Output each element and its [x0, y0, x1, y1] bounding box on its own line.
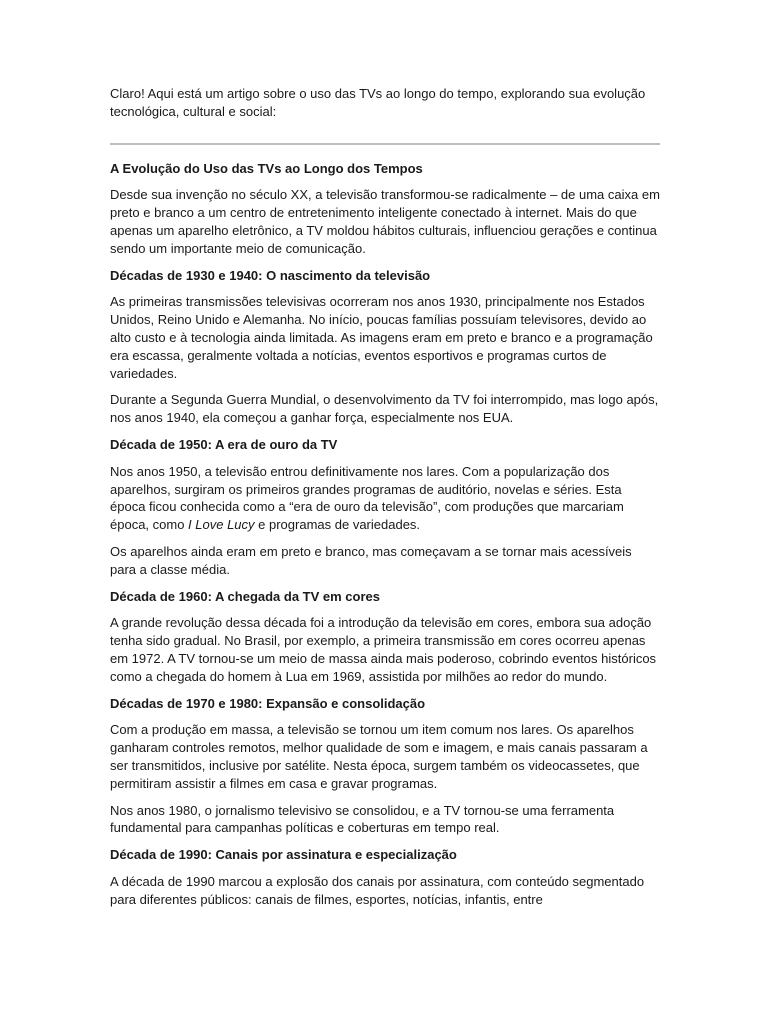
- paragraph-1990s-1: A década de 1990 marcou a explosão dos canais por assinatura, com conteúdo segmentado para diferentes públicos: canais de filmes, esportes, notícias, infantis, entre: [110, 873, 645, 907]
- paragraph-1950s-text-b: e programas de variedades.: [254, 517, 421, 533]
- document-content: [110, 85, 660, 917]
- section-heading-1930s: Décadas de 1930 e 1940: O nascimento da televisão: [110, 267, 431, 283]
- section-heading-1960s: Década de 1960: A chegada da TV em cores: [110, 588, 380, 604]
- paragraph-1930s-2: Durante a Segunda Guerra Mundial, o desenvolvimento da TV foi interrompido, mas logo após, nos anos 1940, ela começou a ganhar força, especialmente nos EUA.: [110, 392, 659, 426]
- paragraph-1970s-1: Com a produção em massa, a televisão se tornou um item comum nos lares. Os aparelhos ganharam controles remotos, melhor qualidade de som e imagem, e mais canais passaram a ser transmitidos, inclusive por satélite. Nesta época, surgem também os videocassetes, que permitiram assistir a filmes em casa e gravar programas.: [110, 722, 648, 791]
- section-heading-1990s: Década de 1990: Canais por assinatura e especialização: [110, 847, 457, 863]
- intro-text: Claro! Aqui está um artigo sobre o uso das TVs ao longo do tempo, explorando sua evolução tecnológica, cultural e social:: [110, 86, 646, 119]
- horizontal-divider: [110, 143, 660, 145]
- paragraph-1950s-1: [110, 463, 660, 534]
- paragraph-1930s-1: As primeiras transmissões televisivas ocorreram nos anos 1930, principalmente nos Estados Unidos, Reino Unido e Alemanha. No início, poucas famílias possuíam televisores, devido ao alto custo e à tecnologia ainda limitada. As imagens eram em preto e branco e a programação era escassa, geralmente voltada a notícias, eventos esportivos e programas curtos de variedades.: [110, 294, 653, 381]
- section-heading-1970s-1980s: Décadas de 1970 e 1980: Expansão e consolidação: [110, 695, 426, 711]
- article-intro-paragraph: Desde sua invenção no século XX, a televisão transformou-se radicalmente – de uma caixa em preto e branco a um centro de entretenimento inteligente conectado à internet. Mais do que apenas um aparelho eletrônico, a TV moldou hábitos culturais, influenciou gerações e continua sendo um importante meio de comunicação.: [110, 187, 660, 256]
- article-title: A Evolução do Uso das TVs ao Longo dos Tempos: [110, 160, 423, 176]
- section-heading-1950s: Década de 1950: A era de ouro da TV: [110, 436, 338, 452]
- paragraph-1950s-2: Os aparelhos ainda eram em preto e branco, mas começavam a se tornar mais acessíveis para a classe média.: [110, 543, 632, 577]
- paragraph-1980s-1: Nos anos 1980, o jornalismo televisivo se consolidou, e a TV tornou-se uma ferramenta fundamental para campanhas políticas e coberturas em tempo real.: [110, 802, 615, 836]
- paragraph-1950s-text-a: Nos anos 1950, a televisão entrou definitivamente nos lares. Com a popularização dos aparelhos, surgiram os primeiros grandes programas de auditório, novelas e séries. Esta época ficou conhecida como a “era de ouro da televisão”, com produções que marcariam época, como: [110, 463, 624, 533]
- show-title-i-love-lucy: I Love Lucy: [188, 517, 255, 533]
- paragraph-1960s-1: A grande revolução dessa década foi a introdução da televisão em cores, embora sua adoção tenha sido gradual. No Brasil, por exemplo, a primeira transmissão em cores ocorreu apenas em 1972. A TV tornou-se um meio de massa ainda mais poderoso, cobrindo eventos históricos como a chegada do homem à Lua em 1969, assistida por milhões ao redor do mundo.: [110, 615, 657, 684]
